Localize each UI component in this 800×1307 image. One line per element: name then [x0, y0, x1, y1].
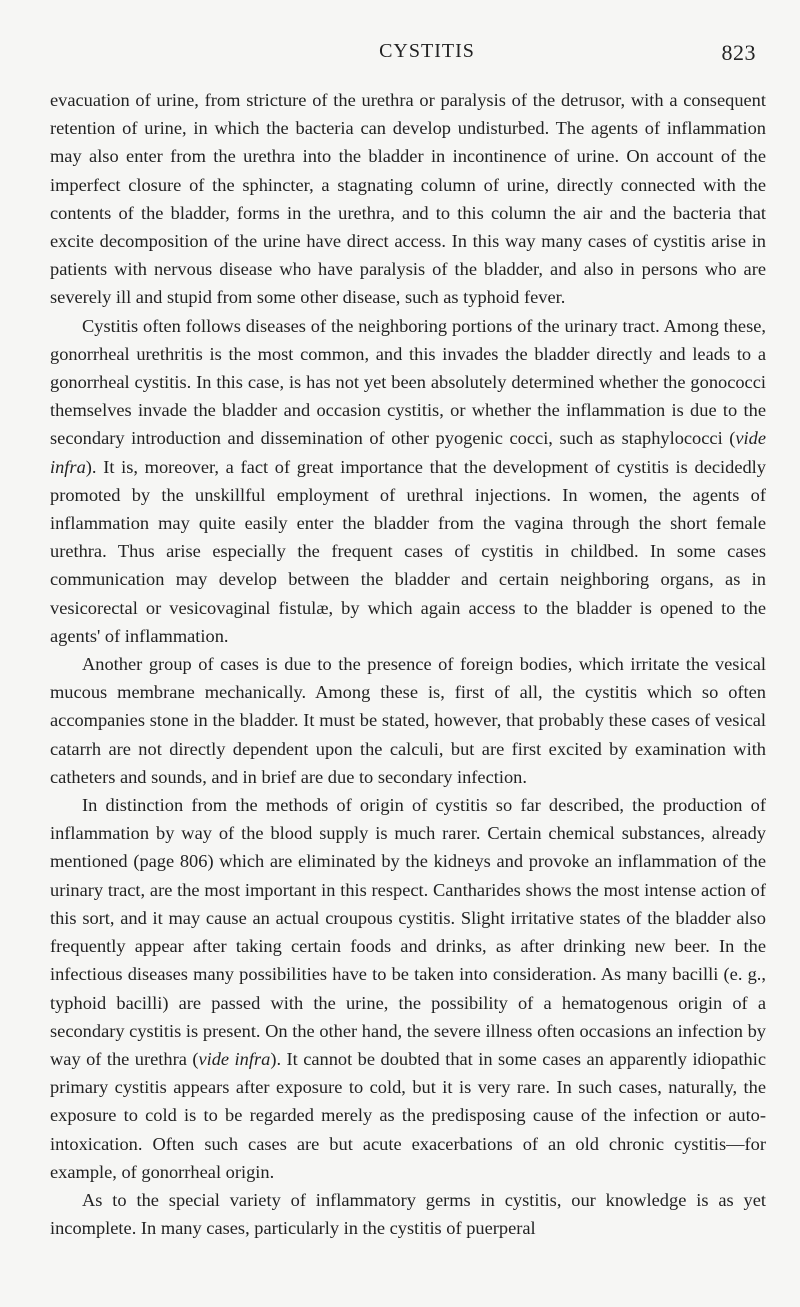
- text-run: ). It cannot be doubted that in some cases an apparently idiopathic primary cystitis appears after exposure to cold, but it is very rare. In such cases, naturally, the exposure to cold is to be regarded merely as the predisposing cause of the infection or auto-intoxication. Often such cases are but acute exacerbations of an old chronic cystitis—for example, of gonorrheal origin.: [50, 1048, 766, 1182]
- text-run: Cystitis often follows diseases of the neighboring portions of the urinary tract. Among these, gonorrheal urethritis is the most common, and this invades the bladder directly and leads to a gonorrheal cystitis. In this case, is has not yet been absolutely determined whether the gonococci themselves invade the bladder and occasion cystitis, or whether the inflammation is due to the secondary introduction and dissemination of other pyogenic cocci, such as staphylococci (: [50, 315, 766, 449]
- text-run: evacuation of urine, from stricture of the urethra or paralysis of the detrusor, with a consequent retention of urine, in which the bacteria can develop undisturbed. The agents of inflammation may also enter from the urethra into the bladder in incontinence of urine. On account of the imperfect closure of the sphincter, a stagnating column of urine, directly connected with the contents of the bladder, forms in the urethra, and to this column the air and the bacteria that excite decomposition of the urine have direct access. In this way many cases of cystitis arise in patients with nervous disease who have paralysis of the bladder, and also in persons who are severely ill and stupid from some other disease, such as typhoid fever.: [50, 90, 766, 308]
- italic-latin-phrase: vide infra: [50, 428, 766, 477]
- paragraph-5: [50, 1186, 766, 1242]
- paragraph-2: [50, 312, 766, 650]
- italic-latin-phrase: vide infra: [198, 1048, 271, 1069]
- page-number: 823: [721, 40, 756, 65]
- text-run: ). It is, moreover, a fact of great importance that the development of cystitis is decidedly promoted by the unskillful employment of urethral injections. In women, the agents of inflammation may quite easily enter the bladder from the vagina through the short female urethra. Thus arise especially the frequent cases of cystitis in childbed. In some cases communication may develop between the bladder and certain neighboring organs, as in vesicorectal or vesicovaginal fistulæ, by which again access to the bladder is opened to the agents' of inflammation.: [50, 456, 766, 646]
- text-run: Another group of cases is due to the presence of foreign bodies, which irritate the vesical mucous membrane mechanically. Among these is, first of all, the cystitis which so often accompanies stone in the bladder. It must be stated, however, that probably these cases of vesical catarrh are not directly dependent upon the calculi, but are first excited by examination with catheters and sounds, and in brief are due to secondary infection.: [50, 654, 766, 787]
- running-title: CYSTITIS: [379, 40, 475, 62]
- body-text: [50, 86, 766, 1242]
- running-header: [88, 40, 756, 70]
- paragraph-4: [50, 791, 766, 1186]
- paragraph-3: [50, 650, 766, 791]
- text-run: As to the special variety of inflammatory germs in cystitis, our knowledge is as yet incomplete. In many cases, particularly in the cystitis of puerperal: [50, 1189, 766, 1239]
- text-run: In distinction from the methods of origin of cystitis so far described, the production of inflammation by way of the blood supply is much rarer. Certain chemical substances, already mentioned (page 806) which are eliminated by the kidneys and provoke an inflammation of the urinary tract, are the most important in this respect. Cantharides shows the most intense action of this sort, and it may cause an actual croupous cystitis. Slight irritative states of the bladder also frequently appear after taking certain foods and drinks, as after drinking new beer. In the infectious diseases many possibilities have to be taken into consideration. As many bacilli (e. g., typhoid bacilli) are passed with the urine, the possibility of a hematogenous origin of a secondary cystitis is present. On the other hand, the severe illness often occasions an infection by way of the urethra (: [50, 795, 766, 1069]
- paragraph-1: [50, 86, 766, 312]
